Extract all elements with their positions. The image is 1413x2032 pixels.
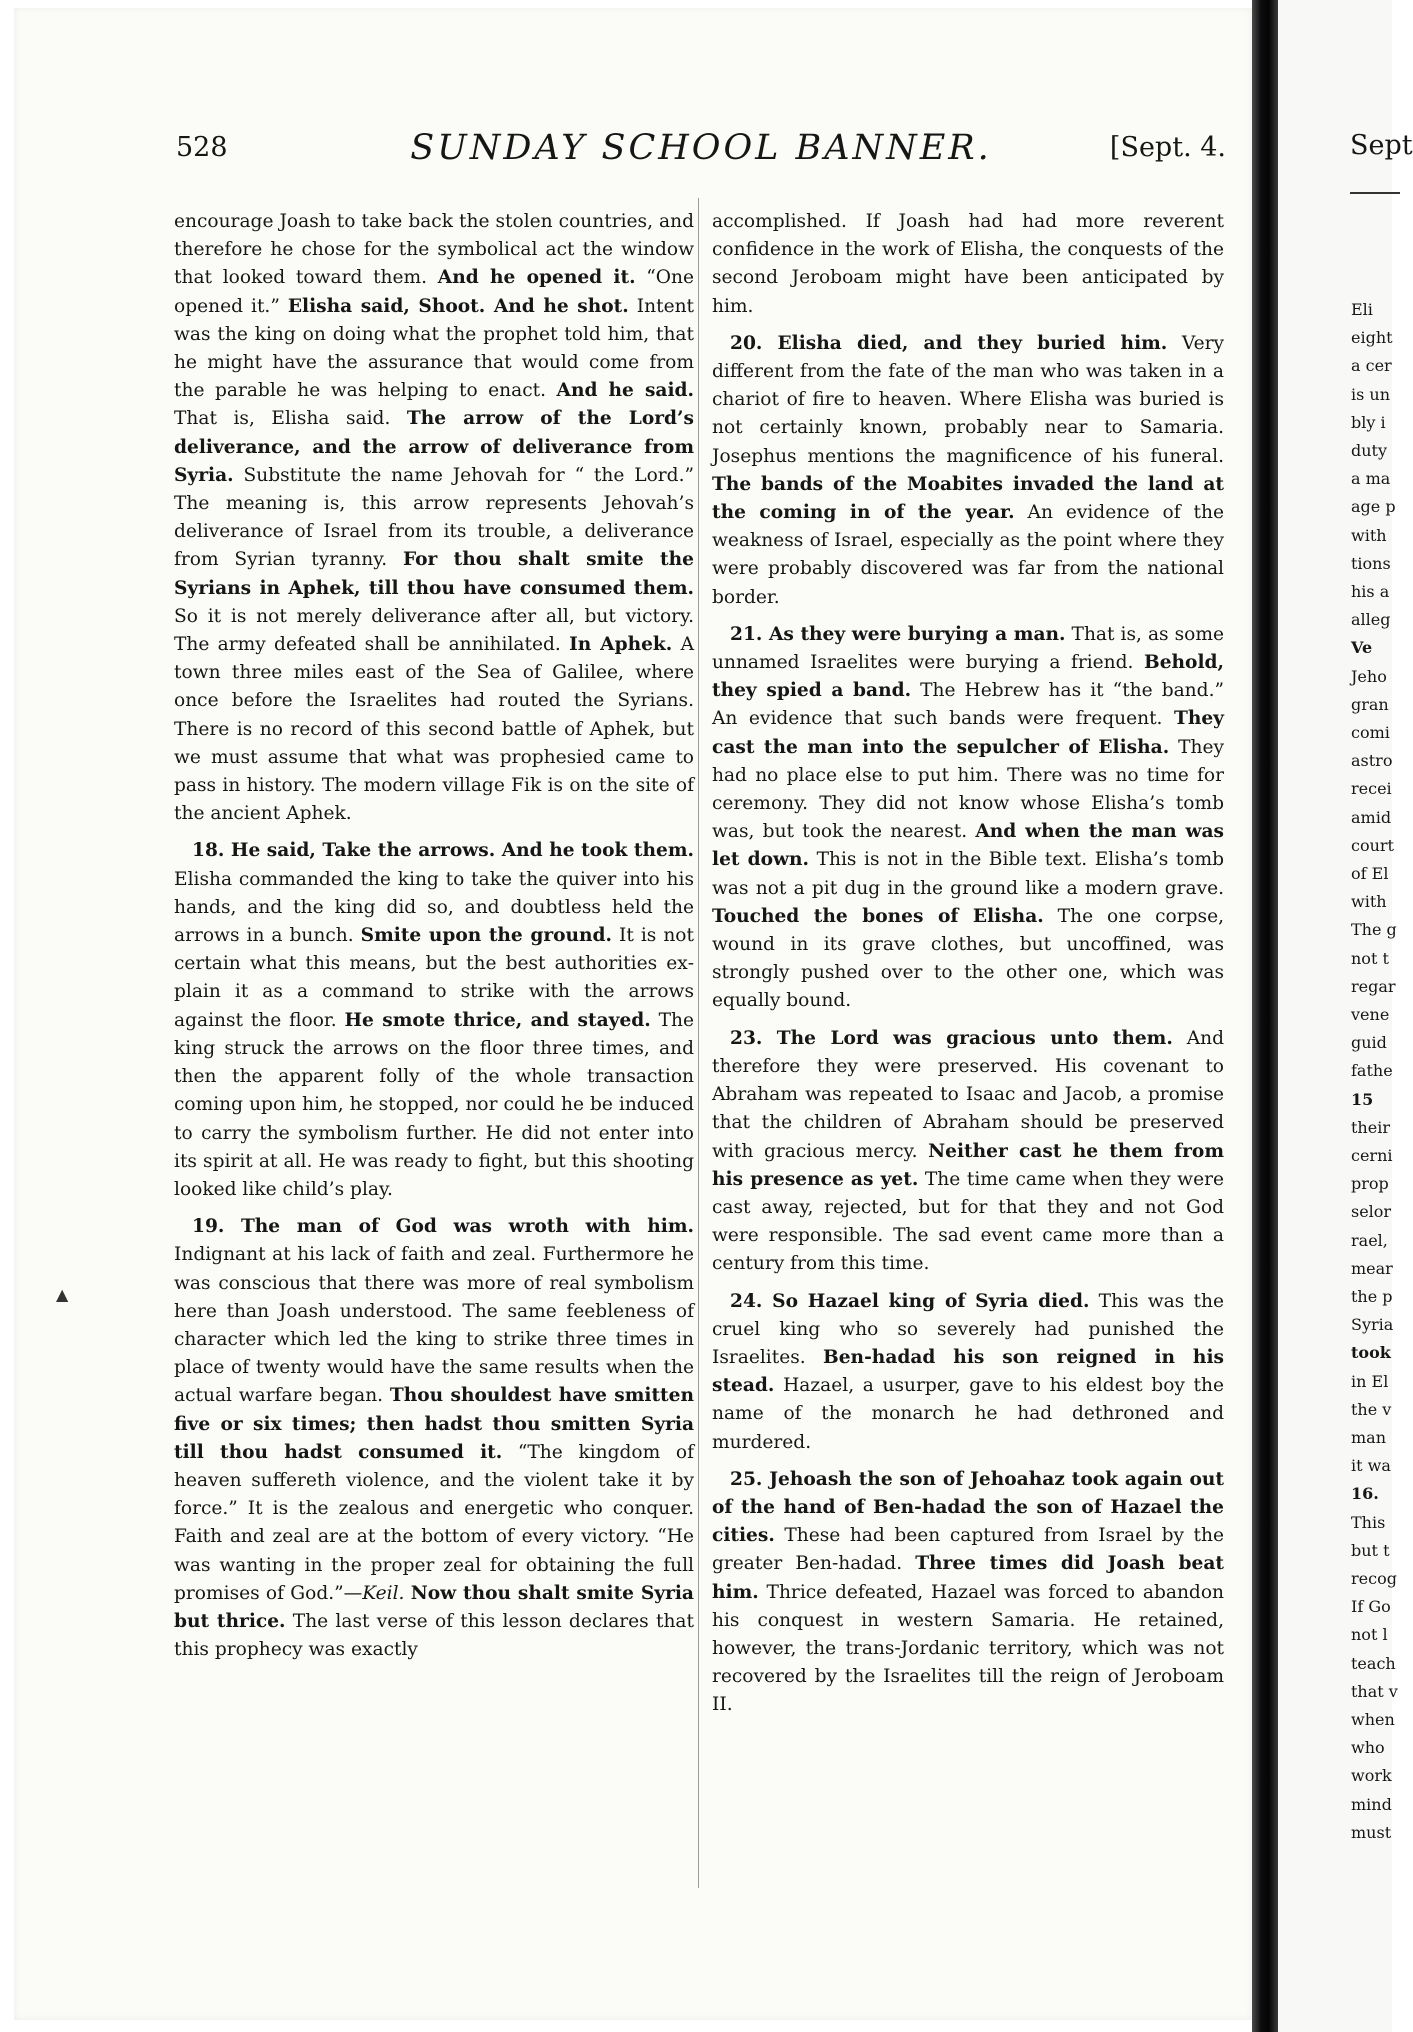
commentary-text: An evidence of the weakness of Israel, especially as the point where they were probably discovered was far from the national border. (712, 502, 1225, 608)
bold-scripture-text: And he opened it. (437, 267, 636, 289)
bold-scripture-text: Ben-hadad his son reigned in his stead. (712, 1346, 1224, 1397)
next-page-fragment: 15 (1351, 1089, 1374, 1109)
header-date: [Sept. 4. (1109, 132, 1226, 163)
bold-scripture-text: In Aphek. (569, 634, 673, 656)
next-page-fragment: The g (1351, 920, 1397, 940)
commentary-text: Keil. (362, 1582, 405, 1604)
commentary-text: Thrice defeated, Hazael was forced to abandon his conquest in western Samaria. He retained, however, the trans-Jordanic territory, which was not recovered by the Israelites till the reign of Jeroboam II. (712, 1581, 1224, 1716)
bold-scripture-text: 19. The man of God was wroth with him. (192, 1216, 694, 1238)
commentary-text: It is not certain what this means, but the best authorities explain it as a command to strike with the arrows against the floor. (174, 925, 694, 1031)
paragraph (712, 1025, 1224, 1279)
next-page-fragment: Syria (1351, 1315, 1394, 1335)
next-page-fragment: cerni (1351, 1146, 1393, 1165)
commentary-text: This is not in the Bible text. Elisha’s tomb was not a pit dug in the ground like a modern grave. (712, 849, 1225, 899)
paragraph (174, 1213, 694, 1664)
next-page-fragment: 16. (1351, 1484, 1379, 1504)
paragraph (174, 208, 694, 828)
next-page-fragment: not t (1351, 948, 1389, 968)
bold-scripture-text: The bands of the Moabites invaded the land at the coming in of the year. (712, 473, 1224, 524)
next-page-fragment: If Go (1351, 1597, 1391, 1617)
bold-scripture-text: 21. As they were burying a man. (730, 623, 1066, 645)
commentary-text: Indignant at his lack of faith and zeal. Furthermore he was conscious that there was more of real symbolism here than Joash understood. The same feebleness of character which led the king to strike three times in place of twenty would have the same results when the actual warfare began. (174, 1244, 694, 1407)
next-page-fragment: gran (1351, 694, 1389, 714)
next-page-fragment: court (1351, 835, 1394, 855)
column-divider (698, 198, 699, 1888)
next-page-fragment: not l (1351, 1625, 1388, 1645)
paragraph (712, 330, 1224, 612)
next-page-fragment: eight (1351, 328, 1393, 348)
page-header (176, 128, 1226, 182)
commentary-text: The time came when they were cast away, rejected, but for that they and not God were responsible. The sad event came more than a century from this time. (712, 1168, 1224, 1275)
next-page-fragment: tions (1351, 553, 1391, 573)
next-page-fragment: mear (1351, 1258, 1393, 1278)
paragraph (174, 837, 694, 1204)
bold-scripture-text: For thou shalt smite the Syrians in Aphek, till thou have consumed them. (174, 549, 694, 599)
next-page-fragment: is un (1351, 384, 1391, 404)
bold-scripture-text: 20. Elisha died, and they buried him. (730, 332, 1168, 354)
commentary-text: The king struck the arrows on the floor three times, and then the apparent folly of the whole transaction coming upon him, he stopped, nor could he be induced to carry the symbolism further. He did not enter into its spirit at all. He was ready to fight, but this shooting looked like child’s play. (174, 1009, 694, 1200)
next-page-rule (1350, 192, 1400, 194)
bold-scripture-text: Thou shouldest have smitten five or six times; then hadst thou smitten Syria till thou hadst consumed it. (174, 1385, 694, 1463)
running-title: SUNDAY SCHOOL BANNER. (410, 128, 992, 168)
next-page-fragment: selor (1351, 1202, 1392, 1222)
bold-scripture-text: Neither cast he them from his presence as yet. (712, 1140, 1224, 1190)
next-page-fragment: Eli (1351, 300, 1373, 319)
next-page-fragment: alleg (1351, 610, 1391, 630)
next-page-fragment: bly i (1351, 412, 1386, 432)
bold-scripture-text: Elisha said, Shoot. And he shot. (287, 295, 629, 317)
bold-scripture-text: Smite upon the ground. (360, 925, 613, 947)
next-page-fragment: his a (1351, 582, 1390, 601)
next-page-fragment: mind (1351, 1794, 1392, 1814)
next-page-fragment: when (1351, 1710, 1395, 1729)
commentary-text: Hazael, a usurper, gave to his eldest boy the name of the monarch he had dethroned and murdered. (712, 1375, 1224, 1453)
commentary-text: This was the cruel king who so severely had punished the Israelites. (712, 1290, 1224, 1368)
bold-scripture-text: The arrow of the Lord’s deliverance, and the arrow of deliverance from Syria. (174, 408, 694, 486)
next-page-fragment: prop (1351, 1174, 1389, 1194)
next-page-fragment: man (1351, 1428, 1387, 1447)
paragraph (712, 1466, 1224, 1720)
bold-scripture-text: 24. So Hazael king of Syria died. (730, 1290, 1090, 1312)
next-page-fragment: rael, (1351, 1230, 1388, 1250)
commentary-text: That is, Elisha said. (174, 408, 407, 430)
bold-scripture-text: Touched the bones of Elisha. (712, 905, 1044, 927)
next-page-fragment: guid (1351, 1033, 1387, 1053)
bold-scripture-text: He smote thrice, and stayed. (344, 1009, 651, 1031)
next-page-fragment: duty (1351, 441, 1388, 460)
commentary-text: The Hebrew has it “the band.” An evidence that such bands were frequent. (712, 680, 1224, 730)
next-page-fragment: in El (1351, 1371, 1389, 1391)
next-page-fragment: Ve (1351, 638, 1373, 658)
paragraph (712, 1288, 1224, 1457)
next-page-fragment: Jeho (1351, 666, 1387, 686)
next-page-fragment: the v (1351, 1399, 1392, 1419)
commentary-text: “The kingdom of heaven suffereth violence, and the violent take it by force.” It is the zealous and energetic who conquer. Faith and zeal are at the bottom of every victory. “He was wanting in the proper zeal for obtaining the full promises of God.”— (174, 1441, 695, 1604)
next-page-fragment: with (1351, 525, 1387, 545)
bold-scripture-text: Now thou shalt smite Syria but thrice. (174, 1582, 694, 1632)
bold-scripture-text: 25. Jehoash the son of Jehoahaz took again out of the hand of Ben-hadad the son of Hazael the cities. (712, 1468, 1224, 1547)
next-page-fragment: the p (1351, 1287, 1393, 1306)
commentary-text: The one corpse, wound in its grave clothes, but uncoffined, was strongly pushed over to the other one, which was equally bound. (712, 905, 1225, 1012)
next-page-header: Sept (1350, 130, 1413, 161)
next-page-fragment: that v (1351, 1681, 1398, 1701)
binding-gutter (1252, 0, 1278, 2032)
commentary-text: These had been captured from Israel by the greater Ben-hadad. (712, 1525, 1224, 1575)
next-page-fragment: This (1351, 1512, 1386, 1532)
commentary-text: “One opened it.” (174, 267, 694, 317)
commentary-text: Substitute the name Jehovah for “ the Lord.” The meaning is, this arrow represents Jehovah’s deliverance of Israel from its trouble, a deliverance from Syrian tyranny. (174, 464, 694, 571)
next-page-fragment: took (1351, 1343, 1391, 1363)
commentary-text: They had no place else to put him. There was no time for ceremony. They did not know whose Elisha’s tomb was, but took the nearest. (712, 736, 1225, 843)
next-page-fragment: a ma (1351, 469, 1391, 489)
commentary-text: Elisha commanded the king to take the quiver into his hands, and the king did so, and doubtless held the arrows in a bunch. (174, 868, 694, 947)
paragraph (712, 208, 1224, 321)
next-page-fragment: fathe (1351, 1061, 1393, 1081)
margin-mark: ▲ (56, 1285, 69, 1304)
next-page-fragment: regar (1351, 976, 1396, 996)
next-page-fragment: recei (1351, 779, 1392, 799)
next-page-fragment: but t (1351, 1540, 1390, 1560)
next-page-fragment: their (1351, 1117, 1390, 1137)
commentary-text: And therefore they were preserved. His covenant to Abraham was repeated to Isaac and Jacob, a promise that the children of Abraham should be preserved with gracious mercy. (712, 1027, 1224, 1162)
bold-scripture-text: 23. The Lord was gracious unto them. (730, 1027, 1173, 1049)
next-page-fragment: of El (1351, 864, 1389, 883)
next-page-fragment: amid (1351, 807, 1392, 827)
bold-scripture-text: And when the man was let down. (712, 821, 1224, 871)
next-page-fragment: it wa (1351, 1456, 1391, 1476)
bold-scripture-text: 18. He said, Take the arrows. And he took them. (192, 840, 694, 862)
right-column (712, 208, 1224, 1729)
bold-scripture-text: Behold, they spied a band. (712, 652, 1224, 702)
left-column (174, 208, 694, 1673)
commentary-text: accomplished. If Joash had had more reverent confidence in the work of Elisha, the conquests of the second Jeroboam might have been anticipated by him. (712, 211, 1224, 317)
bold-scripture-text: Three times did Joash beat him. (712, 1553, 1224, 1603)
bold-scripture-text: They cast the man into the sepulcher of Elisha. (712, 708, 1224, 758)
page (14, 8, 1252, 2020)
commentary-text: A town three miles east of the Sea of Galilee, where once before the Israelites had routed the Syrians. There is no record of this second battle of Aphek, but we must assume that what was prophesied came to pass in history. The modern village Fik is on the site of the ancient Aphek. (174, 634, 694, 825)
next-page-fragment: a cer (1351, 356, 1392, 376)
commentary-text: Very different from the fate of the man who was taken in a chariot of fire to heaven. Where Elisha was buried is not certainly known, probably near to Samaria. Josephus mentions the magnificence of his funeral. (712, 332, 1224, 467)
next-page-fragment: astro (1351, 751, 1393, 771)
next-page-fragment: comi (1351, 723, 1390, 742)
next-page-fragment: teach (1351, 1653, 1396, 1673)
next-page-fragment: with (1351, 892, 1387, 912)
next-page-fragment: work (1351, 1766, 1392, 1786)
next-page-fragment: age p (1351, 497, 1396, 517)
next-page-edge (1278, 0, 1413, 2032)
commentary-text: So it is not merely deliverance after all, but victory. The army defeated shall be annihilated. (174, 605, 694, 656)
commentary-text: That is, as some unnamed Israelites were burying a friend. (712, 623, 1224, 674)
next-page-fragment: vene (1351, 1005, 1390, 1024)
next-page-fragment: must (1351, 1822, 1392, 1842)
next-page-fragment: who (1351, 1738, 1385, 1758)
bold-scripture-text: And he said. (556, 380, 695, 402)
commentary-text: The last verse of this lesson declares that this prophecy was exactly (174, 1610, 694, 1661)
commentary-text: encourage Joash to take back the stolen countries, and therefore he chose for the symbolical act the window that looked toward them. (174, 211, 694, 289)
next-page-fragment: recog (1351, 1569, 1397, 1588)
commentary-text: Intent was the king on doing what the prophet told him, that he might have the assurance that would come from the parable he was helping to enact. (174, 295, 695, 402)
paragraph (712, 621, 1224, 1016)
page-number: 528 (176, 132, 228, 163)
